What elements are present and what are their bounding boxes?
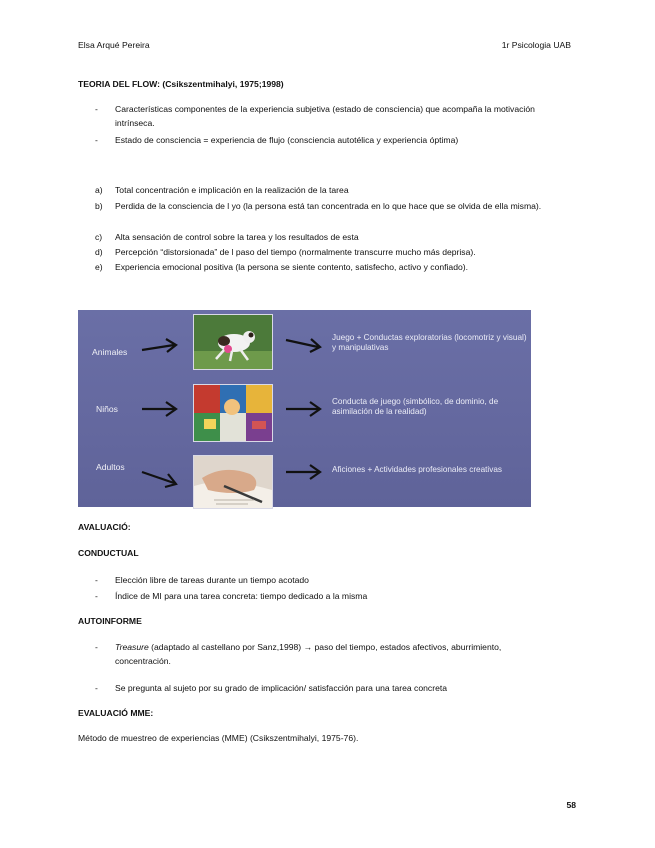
arrow-icon [284,399,324,419]
mme-text: Método de muestreo de experiencias (MME) (Csikszentmihalyi, 1975-76). [78,733,359,743]
arrow-icon [284,334,324,354]
figure-row-text: Aficiones + Actividades profesionales creativas [332,465,502,474]
figure-row-label: Niños [96,404,118,414]
bullet-dash: - [95,642,98,652]
item-text: Percepción “distorsionada” de l paso del tiempo (normalmente transcurre mucho más deprisa). [115,247,476,257]
figure-row-text: Conducta de juego (simbólico, de dominio, de asimilación de la realidad) [332,397,499,416]
bullet-text: Estado de consciencia = experiencia de flujo (consciencia autotélica y experiencia óptima) [115,135,459,145]
dog-running-photo [193,314,273,370]
header-author: Elsa Arqué Pereira [78,40,150,50]
header-course: 1r Psicologia UAB [501,40,571,50]
conductual-title: CONDUCTUAL [78,548,139,558]
flow-figure [78,310,531,507]
flow-bullet-1 [95,102,555,130]
hand-writing-photo [193,455,273,509]
bullet-text [115,640,555,668]
figure-row-label: Animales [92,347,128,357]
arrow-icon [140,399,180,419]
bullet-text: Índice de MI para una tarea concreta: tiempo dedicado a la misma [115,591,368,601]
bullet-dash: - [95,135,98,145]
bullet-dash: - [95,575,98,585]
arrow-icon [140,336,180,356]
avaluacio-title: AVALUACIÓ: [78,522,131,532]
arrow-icon [284,462,324,482]
item-letter: e) [95,262,103,272]
item-text: Experiencia emocional positiva (la persona se siente contento, satisfecho, activo y confiado). [115,262,469,272]
item-letter: c) [95,232,103,242]
bullet-dash: - [95,683,98,693]
flow-title: TEORIA DEL FLOW: (Csikszentmihalyi, 1975;1998) [78,79,284,89]
item-text: Alta sensación de control sobre la tarea y los resultados de esta [115,232,359,242]
bullet-text: Elección libre de tareas durante un tiempo acotado [115,575,309,585]
mme-title: EVALUACIÓ MME: [78,708,154,718]
item-letter: a) [95,185,103,195]
item-letter: d) [95,247,103,257]
bullet-text: Se pregunta al sujeto por su grado de implicación/ satisfacción para una tarea concreta [115,683,448,693]
treasure-description: (adaptado al castellano por Sanz,1998) → paso del tiempo, estados afectivos, aburrimiento, concentración. [115,642,502,666]
item-text: Perdida de la consciencia de l yo (la persona está tan concentrada en lo que hace que se olvida de ella misma). [115,201,542,211]
bullet-dash: - [95,591,98,601]
bullet-dash: - [95,104,98,114]
autoinforme-title: AUTOINFORME [78,616,142,626]
item-letter: b) [95,201,103,211]
treasure-title: Treasure [115,642,149,652]
page-number: 58 [566,800,576,810]
figure-row-label: Adultos [96,462,125,472]
bullet-text: Características componentes de la experiencia subjetiva (estado de consciencia) que acompaña la motivación intrínseca. [115,104,535,128]
figure-row-text: Juego + Conductas exploratorias (locomotriz y visual) y manipulativas [332,333,527,352]
item-text: Total concentración e implicación en la realización de la tarea [115,185,349,195]
toys-photo [193,384,273,442]
autoinforme-bullet-1 [95,640,555,668]
arrow-icon [140,468,180,490]
